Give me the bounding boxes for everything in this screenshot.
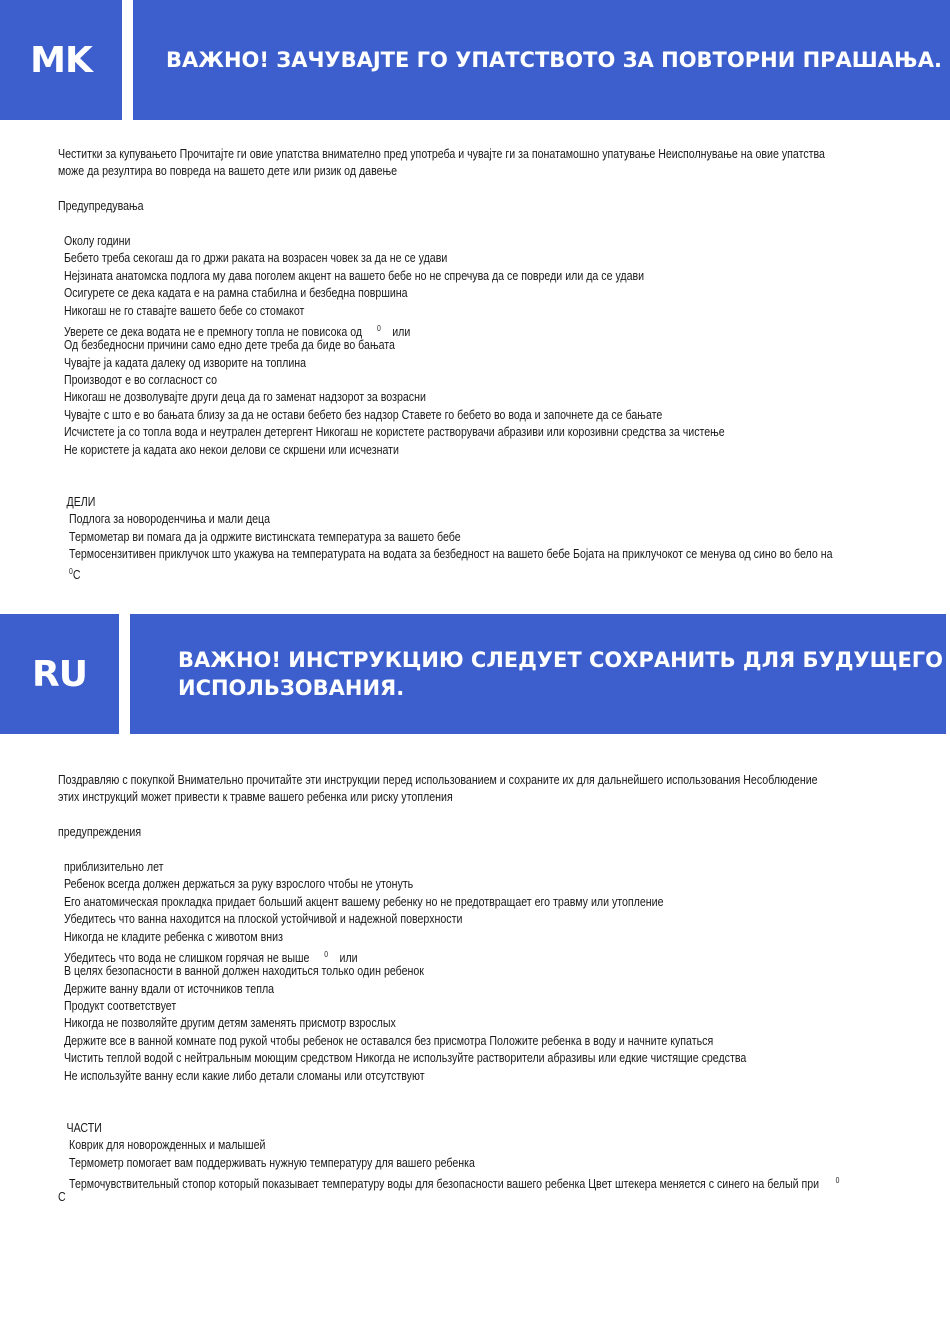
mk-warning-item: Нејзината анатомска подлога му дава поголем акцент на вашето бебе но не спречува да се повреди или да се удави [63, 268, 645, 283]
mk-warning-item: Бебето треба секогаш да го држи раката на возрасен човек за да не се удави [63, 251, 448, 266]
mk-intro-line: може да резултира во повреда на вашето дете или ризик од давење [58, 164, 398, 179]
ru-degree-sup: 0 [835, 1175, 840, 1185]
ru-parts-heading: ЧАСТИ [66, 1120, 102, 1135]
mk-warning-item: Чувајте с што е во бањата близу за да не остави бебето без надзор Ставете го бебето во вода и започнете да се бањате [63, 407, 663, 422]
mk-body [58, 146, 833, 581]
mk-part-item: Термосензитивен приклучок што укажува на температурата на водата за безбедност на вашето бебе Бојата на приклучокот се менува од сино во бело на [69, 546, 833, 561]
ru-part-item: Коврик для новорожденных и малышей [69, 1138, 266, 1153]
ru-body [58, 772, 839, 1207]
ru-warning-item: Никогда не кладите ребенка с животом вниз [63, 929, 283, 944]
mk-warning-item-temperature [58, 320, 833, 340]
ru-warning-item: приблизительно лет [63, 859, 164, 874]
ru-warning-item: Чистить теплой водой с нейтральным моющим средством Никогда не используйте растворители абразивы или едкие чистящие средства [63, 1051, 747, 1066]
ru-warning-item: Убедитесь что ванна находится на плоской устойчивой и надежной поверхности [63, 912, 463, 927]
ru-intro-line: Поздравляю с покупкой Внимательно прочитайте эти инструкции перед использованием и сохраните их для дальнейшего использования Несоблюдение [58, 773, 818, 787]
ru-warning-item: Продукт соответствует [63, 999, 177, 1014]
mk-degree-sup: 0 [376, 323, 381, 333]
ru-or-text: или [339, 951, 358, 966]
mk-warning-item: Никогаш не го ставајте вашето бебе со стомакот [63, 303, 305, 318]
mk-warning-item: Осигурете се дека кадата е на рамна стабилна и безбедна површина [63, 286, 408, 301]
mk-header [0, 0, 950, 120]
mk-warning-item: Од безбедносни причини само едно дете треба да биде во бањата [63, 338, 395, 353]
mk-warning-item: Производот е во согласност со [63, 373, 218, 388]
ru-warning-item: Не используйте ванну если какие либо детали сломаны или отсутствуют [63, 1068, 425, 1083]
ru-warning-item: В целях безопасности в ванной должен находиться только один ребенок [63, 964, 424, 979]
mk-part-item: Подлога за новороденчиња и мали деца [69, 512, 271, 527]
mk-part-item: Термометар ви помага да ја одржите вистинската температура за вашето бебе [69, 529, 461, 544]
ru-warning-item: Ребенок всегда должен держаться за руку взрослого чтобы не утонуть [63, 877, 414, 892]
ru-degree-sup: 0 [324, 949, 329, 959]
mk-or-text: или [392, 325, 411, 340]
ru-warning-item: Его анатомическая прокладка придает больший акцент вашему ребенку но не предотвращает его травму или утопление [63, 894, 664, 909]
mk-celsius: C [72, 568, 81, 583]
mk-title: ВАЖНО! ЗАЧУВАЈТЕ ГО УПАТСТВОТО ЗА ПОВТОРНИ ПРАШАЊА. [133, 0, 950, 120]
mk-language-badge: MK [0, 0, 122, 120]
mk-warning-item: Не користете ја кадата ако некои делови се скршени или исчезнати [63, 442, 399, 457]
mk-warnings-heading: Предупредувања [58, 199, 144, 214]
ru-warning-item-temperature [58, 946, 839, 966]
mk-parts-heading: ДЕЛИ [66, 494, 96, 509]
ru-warning-item: Никогда не позволяйте другим детям заменять присмотр взрослых [63, 1016, 396, 1031]
ru-intro-line: этих инструкций может привести к травме вашего ребенка или риску утопления [58, 790, 453, 805]
ru-language-badge: RU [0, 614, 119, 734]
ru-part-plug-text: Термочувствительный стопор который показывает температуру воды для безопасности вашего ребенка Цвет штекера меняется с синего на белый при [69, 1177, 820, 1192]
ru-title-line: ИСПОЛЬЗОВАНИЯ. [178, 676, 405, 700]
ru-celsius: C [58, 1190, 66, 1205]
ru-warnings-heading: предупреждения [58, 825, 142, 840]
ru-title-line: ВАЖНО! ИНСТРУКЦИЮ СЛЕДУЕТ СОХРАНИТЬ ДЛЯ БУДУЩЕГО [178, 648, 944, 672]
ru-warning-temp-text: Убедитесь что вода не слишком горячая не выше [63, 951, 310, 966]
ru-header [0, 614, 950, 734]
ru-warning-item: Держите все в ванной комнате под рукой чтобы ребенок не оставался без присмотра Положите ребенка в воду и начните купаться [63, 1033, 714, 1048]
mk-part-tail [58, 563, 833, 583]
mk-intro-line: Честитки за купувањето Прочитајте ги овие упатства внимателно пред употреба и чувајте ги за понатамошно упатување Неисполнување на овие упатства [58, 147, 825, 161]
ru-title [130, 614, 946, 734]
mk-degree-sup: 0 [69, 567, 73, 577]
mk-warning-item: Чувајте ја кадата далеку од изворите на топлина [63, 355, 307, 370]
ru-part-item-plug [58, 1172, 840, 1192]
ru-warning-item: Держите ванну вдали от источников тепла [63, 981, 275, 996]
mk-warning-item: Исчистете ја со топла вода и неутрален детергент Никогаш не користете растворувачи абразиви или корозивни средства за чистење [63, 425, 725, 440]
mk-warning-item: Околу години [63, 233, 131, 248]
mk-warning-temp-text: Уверете се дека водата не е премногу топла не повисока од [63, 325, 363, 340]
mk-warning-item: Никогаш не дозволувајте други деца да го заменат надзорот за возрасни [63, 390, 426, 405]
ru-part-item: Термометр помогает вам поддерживать нужную температуру для вашего ребенка [69, 1155, 475, 1170]
